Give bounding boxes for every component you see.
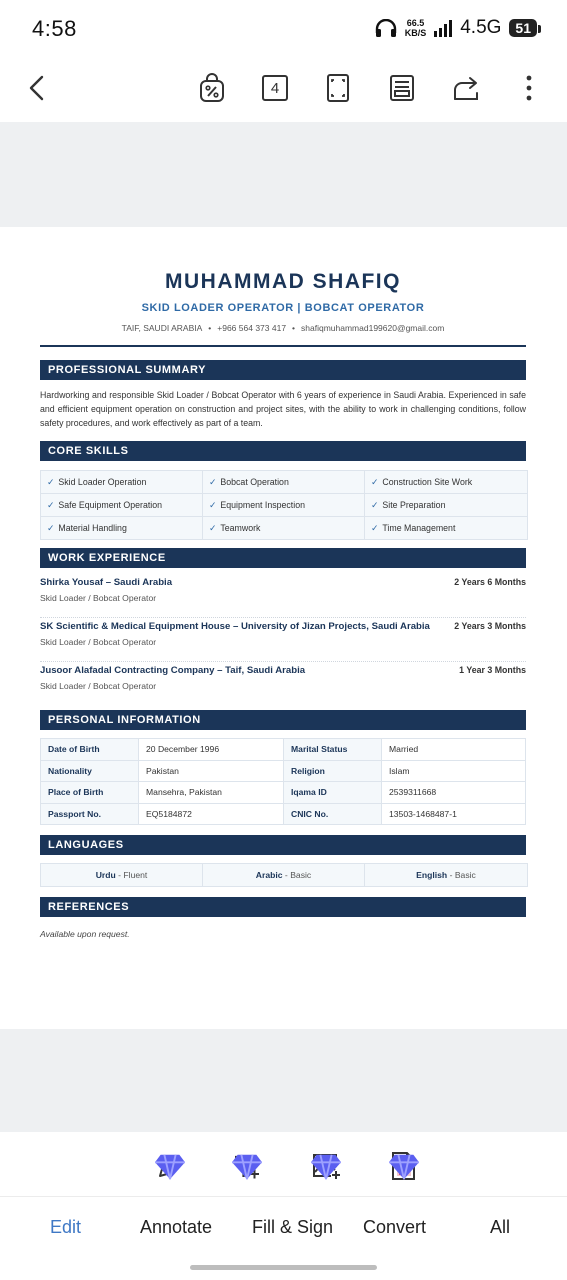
tab-convert[interactable]: Convert — [363, 1217, 427, 1237]
tab-annotate[interactable]: Annotate — [140, 1217, 213, 1237]
tool-row — [0, 1133, 567, 1195]
job-role: Skid Loader / Bobcat Operator — [40, 681, 157, 691]
job-duration: 2 Years 3 Months — [454, 621, 526, 631]
check-icon: ✓ — [47, 523, 55, 533]
summary-text: Hardworking and responsible Skid Loader / Bobcat Operator with 6 years of experience in Saudi Arabia. Experienced in safe and efficient equipment operation on construction and project sites, with the ability to work in challenging conditions, follow safety procedures, and work effectively as part of a team. — [40, 390, 526, 428]
language-item: English - Basic — [416, 870, 476, 880]
edit-text-tool[interactable] — [155, 1145, 195, 1185]
job-role: Skid Loader / Bobcat Operator — [40, 637, 157, 647]
check-icon: ✓ — [47, 500, 55, 510]
section-languages: LANGUAGES — [40, 835, 526, 855]
page-count-label: 4 — [270, 79, 280, 97]
network-type: 4.5G — [460, 17, 502, 38]
fullscreen-icon — [322, 72, 354, 104]
check-icon: ✓ — [371, 523, 379, 533]
language-item: Arabic - Basic — [203, 864, 365, 886]
contact-email: shafiqmuhammad199620@gmail.com — [301, 323, 445, 333]
check-icon: ✓ — [209, 500, 217, 510]
headset-icon — [375, 19, 397, 37]
premium-gem-icon — [311, 1151, 341, 1181]
language-item: Urdu - Fluent — [41, 864, 203, 886]
job-entry — [40, 621, 526, 662]
status-time: 4:58 — [32, 16, 77, 41]
check-icon: ✓ — [209, 477, 217, 487]
job-company: SK Scientific & Medical Equipment House – University of Jizan Projects, Saudi Arabia — [40, 621, 430, 632]
job-role: Skid Loader / Bobcat Operator — [40, 593, 157, 603]
discount-bag-button[interactable] — [194, 70, 230, 106]
job-duration: 1 Year 3 Months — [459, 665, 526, 675]
shopping-bag-percent-icon — [196, 72, 228, 104]
check-icon: ✓ — [47, 477, 55, 487]
contact-phone: +966 564 373 417 — [217, 323, 287, 333]
network-speed-value: 66.5 — [406, 18, 425, 28]
share-button[interactable] — [448, 70, 484, 106]
reading-mode-icon — [386, 72, 418, 104]
table-row: Nationality Pakistan Religion Islam — [41, 760, 526, 782]
home-indicator[interactable] — [190, 1265, 377, 1270]
reading-mode-button[interactable] — [384, 70, 420, 106]
resume-page — [0, 227, 567, 1029]
skill-item: ✓ Site Preparation — [365, 494, 527, 517]
skill-item: ✓ Skid Loader Operation — [41, 471, 203, 494]
table-row: Place of Birth Mansehra, Pakistan Iqama ID 2539311668 — [41, 782, 526, 804]
section-work-experience: WORK EXPERIENCE — [40, 548, 526, 568]
resume-name: MUHAMMAD SHAFIQ — [165, 270, 401, 293]
network-speed-unit: KB/S — [404, 28, 427, 38]
contact-location: TAIF, SAUDI ARABIA — [121, 323, 203, 333]
back-button[interactable] — [20, 70, 56, 106]
chevron-left-icon — [22, 72, 54, 104]
personal-info-table — [40, 738, 526, 825]
references-text: Available upon request. — [40, 929, 130, 939]
skill-item: ✓ Teamwork — [203, 517, 365, 539]
skill-item: ✓ Bobcat Operation — [203, 471, 365, 494]
tab-edit[interactable]: Edit — [50, 1217, 82, 1237]
check-icon: ✓ — [371, 500, 379, 510]
skill-item: ✓ Equipment Inspection — [203, 494, 365, 517]
skill-item: ✓ Material Handling — [41, 517, 203, 539]
share-icon — [450, 72, 482, 104]
add-text-tool[interactable] — [232, 1145, 272, 1185]
check-icon: ✓ — [371, 477, 379, 487]
signal-icon — [434, 19, 452, 37]
section-core-skills: CORE SKILLS — [40, 441, 526, 461]
status-icons — [375, 17, 537, 39]
section-professional-summary: PROFESSIONAL SUMMARY — [40, 360, 526, 380]
skill-item: ✓ Time Management — [371, 523, 456, 533]
premium-gem-icon — [389, 1151, 419, 1181]
header-divider — [40, 345, 526, 347]
skill-item: ✓ Construction Site Work — [365, 471, 527, 494]
resume-subtitle: SKID LOADER OPERATOR | BOBCAT OPERATOR — [141, 302, 425, 314]
section-personal-information: PERSONAL INFORMATION — [40, 710, 526, 730]
battery-indicator: 51 — [509, 19, 537, 37]
table-row: Date of Birth 20 December 1996 Marital Status Married — [41, 739, 526, 761]
page-count-button[interactable] — [257, 70, 293, 106]
more-options-button[interactable] — [511, 70, 547, 106]
resume-contact: TAIF, SAUDI ARABIA • +966 564 373 417 • shafiqmuhammad199620@gmail.com — [121, 323, 445, 333]
add-image-tool[interactable] — [311, 1145, 351, 1185]
section-references: REFERENCES — [40, 897, 526, 917]
job-company: Jusoor Alafadal Contracting Company – Taif, Saudi Arabia — [40, 665, 306, 676]
fullscreen-button[interactable] — [320, 70, 356, 106]
network-speed — [405, 18, 427, 38]
document-viewer[interactable] — [0, 122, 567, 1132]
tab-all[interactable]: All — [490, 1217, 511, 1237]
job-entry — [40, 577, 526, 618]
ocr-tool[interactable] — [389, 1145, 429, 1185]
table-row: Passport No. EQ5184872 CNIC No. 13503-1468487-1 — [41, 803, 526, 825]
job-company: Shirka Yousaf – Saudi Arabia — [40, 577, 173, 588]
tab-fill-sign[interactable]: Fill & Sign — [252, 1217, 334, 1237]
job-duration: 2 Years 6 Months — [454, 577, 526, 587]
skills-grid — [40, 470, 528, 540]
premium-gem-icon — [155, 1151, 185, 1181]
top-toolbar — [0, 60, 567, 120]
languages-row — [40, 863, 528, 887]
job-entry — [40, 665, 526, 705]
bottom-tab-bar — [0, 1196, 567, 1259]
status-bar — [0, 0, 567, 60]
check-icon: ✓ — [209, 523, 217, 533]
premium-gem-icon — [232, 1151, 262, 1181]
more-vertical-icon — [513, 72, 545, 104]
skill-item: ✓ Safe Equipment Operation — [41, 494, 203, 517]
